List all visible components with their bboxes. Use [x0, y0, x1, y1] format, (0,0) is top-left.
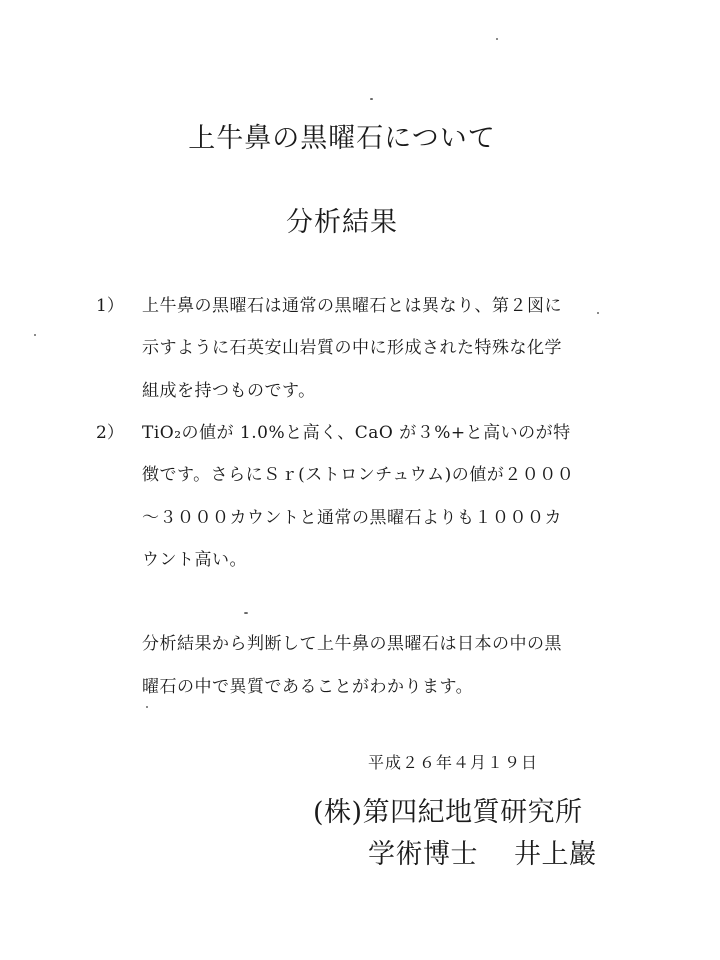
item-1-line-3: 組成を持つものです。: [142, 381, 316, 401]
signature-block: [368, 832, 597, 871]
document-subtitle: 分析結果: [286, 207, 398, 238]
item-2-line-1: TiO₂の値が 1.0%と高く、CaO が３%+と高いのが特: [142, 423, 571, 443]
conclusion-line-2: 曜石の中で異質であることがわかります。: [142, 677, 474, 697]
item-1-line-1: 上牛鼻の黒曜石は通常の黒曜石とは異なり、第２図に: [142, 296, 562, 316]
scan-speck: [146, 706, 148, 708]
item-2-line-4: ウント高い。: [142, 550, 247, 570]
document-date: 平成２６年４月１９日: [368, 753, 539, 772]
scan-speck: [597, 312, 599, 314]
document-title: 上牛鼻の黒曜石について: [188, 123, 496, 154]
scan-speck: [496, 38, 498, 40]
item-2-number: 2）: [96, 423, 124, 443]
scan-speck: [244, 612, 248, 614]
scan-speck: [34, 334, 36, 336]
scan-speck: [370, 98, 373, 100]
item-2-line-3: ～３０００カウントと通常の黒曜石よりも１０００カ: [142, 508, 562, 528]
signature-name: 井上巖: [514, 839, 597, 870]
signature-company: (株)第四紀地質研究所: [313, 797, 583, 828]
conclusion-line-1: 分析結果から判断して上牛鼻の黒曜石は日本の中の黒: [142, 634, 562, 654]
item-2-line-2: 徴です。さらにＳｒ(ストロンチュウム)の値が２０００: [142, 465, 575, 485]
item-1-number: 1）: [96, 296, 124, 316]
signature-title: 学術博士: [368, 839, 478, 870]
item-1-line-2: 示すように石英安山岩質の中に形成された特殊な化学: [142, 338, 562, 358]
